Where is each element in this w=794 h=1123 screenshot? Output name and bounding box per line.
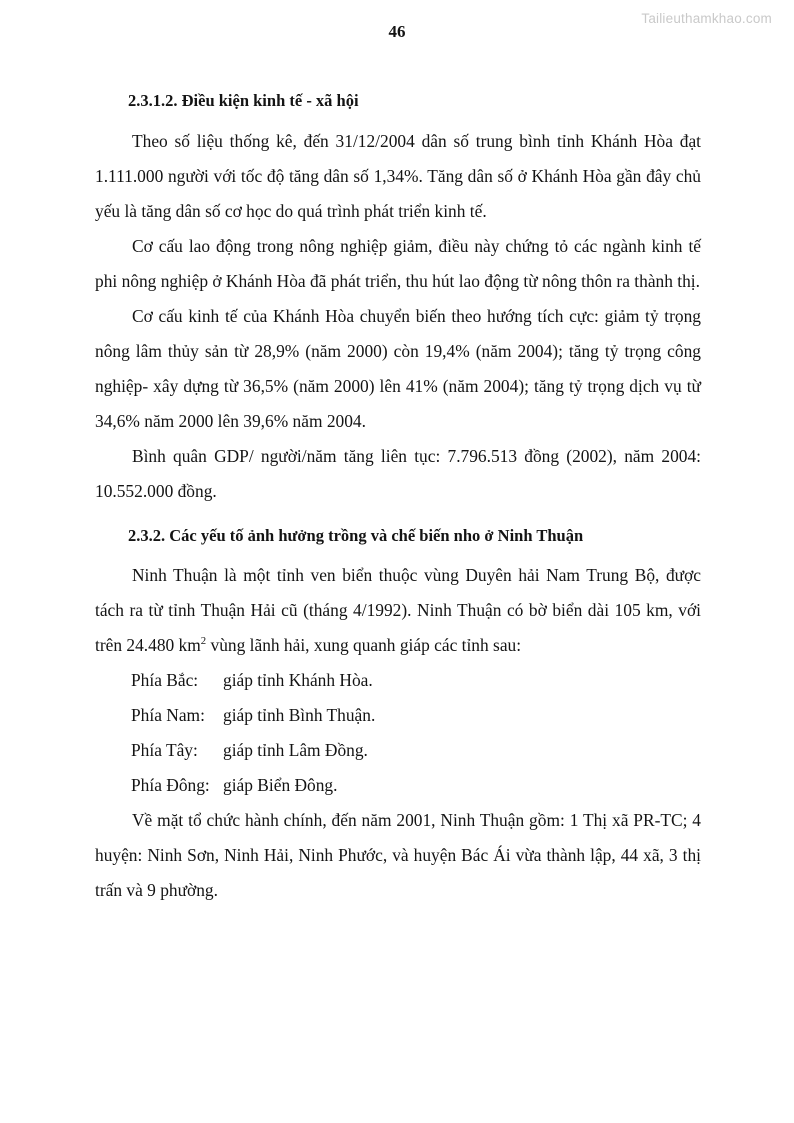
direction-value-west: giáp tỉnh Lâm Đồng. [223,740,368,760]
superscript-square-unit: 2 [200,635,207,648]
direction-label-north: Phía Bắc: [131,670,199,690]
border-directions-list [95,663,701,803]
direction-value-south: giáp tỉnh Bình Thuận. [223,705,376,725]
direction-label-west: Phía Tây: [131,740,198,760]
watermark-text: Tailieuthamkhao.com [641,11,772,26]
paragraph-labor-structure: Cơ cấu lao động trong nông nghiệp giảm, điều này chứng tỏ các ngành kinh tế phi nông nghiệp ở Khánh Hòa đã phát triển, thu hút lao động từ nông thôn ra thành thị. [95,236,701,291]
direction-value-east: giáp Biển Đông. [223,775,338,795]
direction-label-east: Phía Đông: [131,775,210,795]
paragraph-gdp: Bình quân GDP/ người/năm tăng liên tục: 7.796.513 đồng (2002), năm 2004: 10.552.000 đồng. [95,446,701,501]
paragraph-ninh-thuan-text-1: Ninh Thuận là một tỉnh ven biển thuộc vùng Duyên hải Nam Trung Bộ, được tách ra từ tỉnh Thuận Hải cũ (tháng 4/1992). Ninh Thuận có bờ biển dài 105 km, với trên 24.480 km [95,565,701,655]
paragraph-ninh-thuan-intro [95,558,701,663]
direction-value-north: giáp tỉnh Khánh Hòa. [223,670,373,690]
paragraph-ninh-thuan-text-2: vùng lãnh hải, xung quanh giáp các tỉnh sau: [206,635,522,655]
page-number: 46 [388,22,406,41]
list-item [95,663,701,698]
paragraph-population: Theo số liệu thống kê, đến 31/12/2004 dân số trung bình tỉnh Khánh Hòa đạt 1.111.000 người với tốc độ tăng dân số 1,34%. Tăng dân số ở Khánh Hòa gần đây chủ yếu là tăng dân số cơ học do quá trình phát triển kinh tế. [95,131,701,221]
section-heading-grape-factors: 2.3.2. Các yếu tố ảnh hưởng trồng và chế biến nho ở Ninh Thuận [128,526,584,545]
direction-label-south: Phía Nam: [131,705,205,725]
paragraph-administrative-structure: Về mặt tổ chức hành chính, đến năm 2001, Ninh Thuận gồm: 1 Thị xã PR-TC; 4 huyện: Ninh Sơn, Ninh Hải, Ninh Phước, và huyện Bác Ái vừa thành lập, 44 xã, 3 thị trấn và 9 phường. [95,810,701,900]
list-item [95,733,701,768]
section-heading-economic-social: 2.3.1.2. Điều kiện kinh tế - xã hội [128,91,359,110]
page-content [95,84,701,908]
list-item [95,698,701,733]
list-item [95,768,701,803]
paragraph-economic-structure: Cơ cấu kinh tế của Khánh Hòa chuyển biến theo hướng tích cực: giảm tỷ trọng nông lâm thủy sản từ 28,9% (năm 2000) còn 19,4% (năm 2004); tăng tỷ trọng công nghiệp- xây dựng từ 36,5% (năm 2000) lên 41% (năm 2004); tăng tỷ trọng dịch vụ từ 34,6% năm 2000 lên 39,6% năm 2004. [95,306,701,431]
